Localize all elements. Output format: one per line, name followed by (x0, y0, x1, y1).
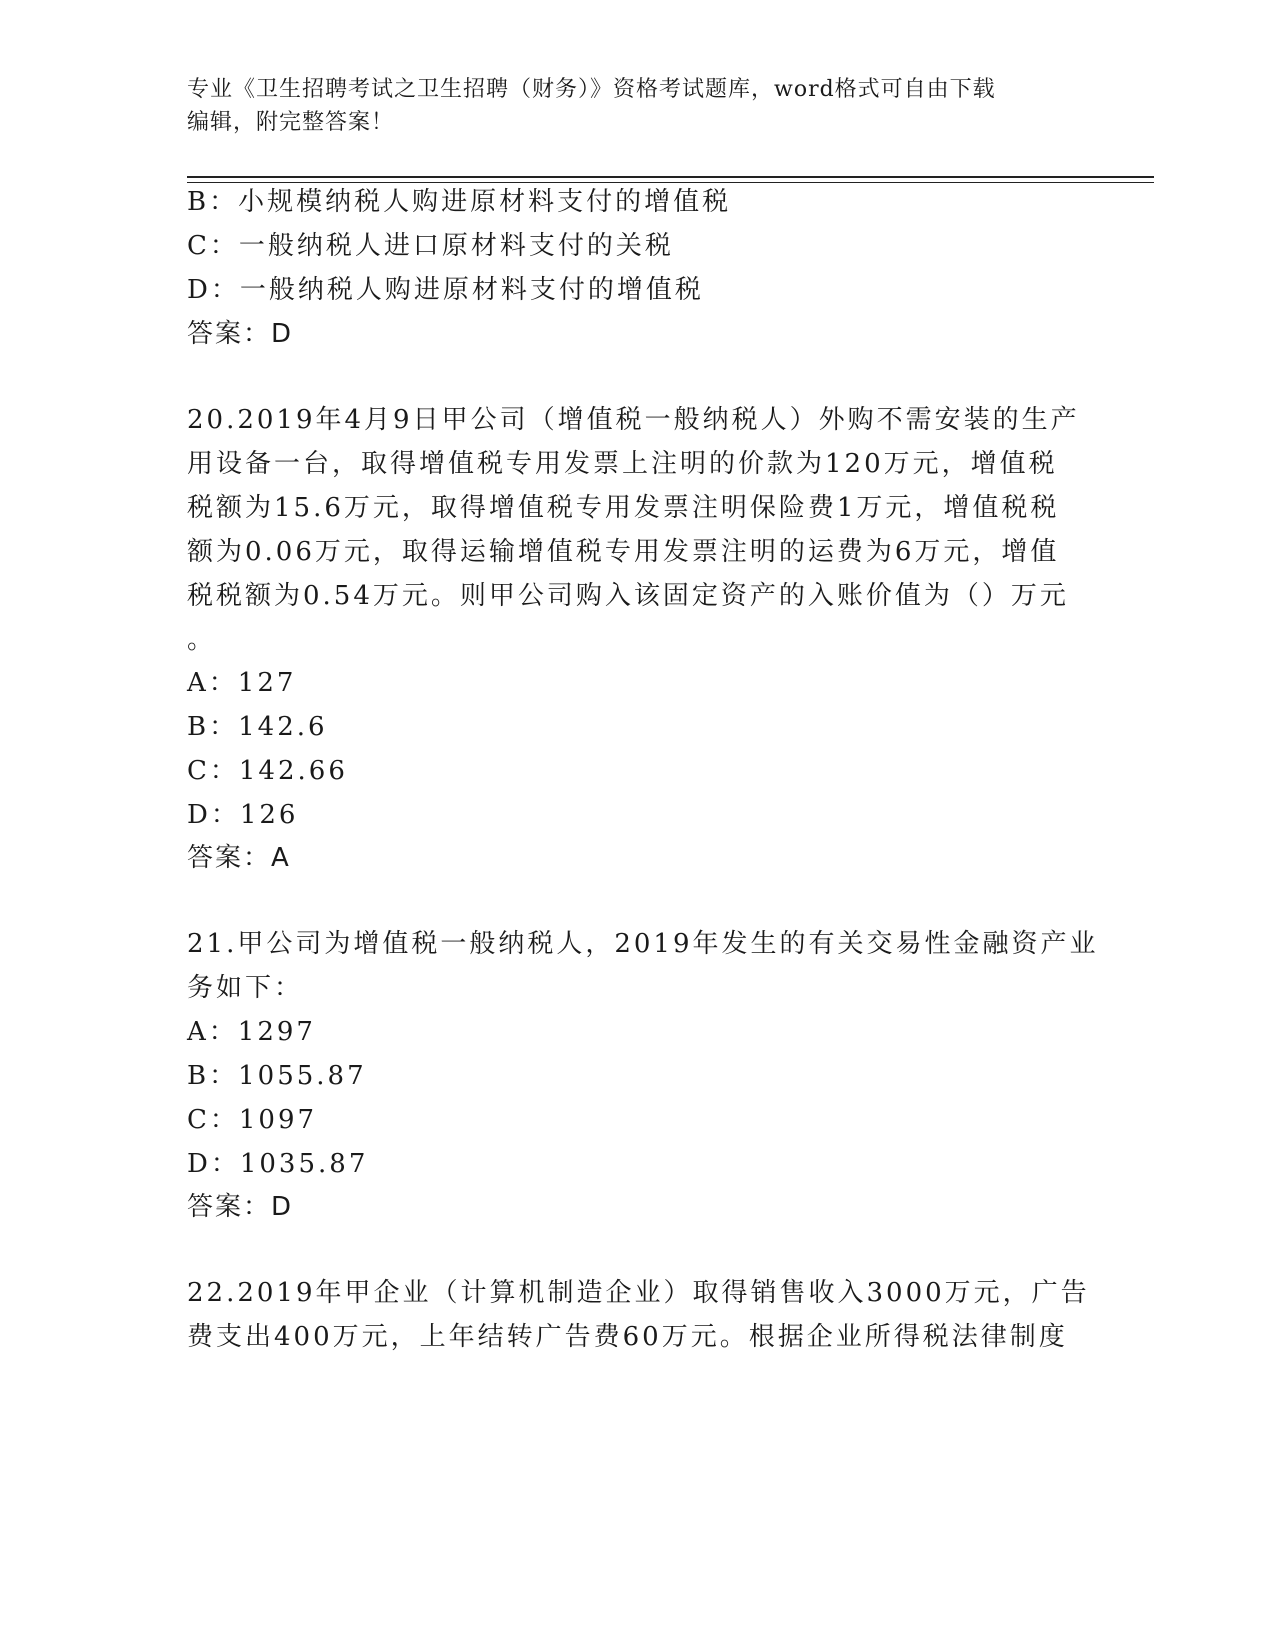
header-rule-thick (187, 176, 1154, 178)
header-line-1: 专业《卫生招聘考试之卫生招聘（财务）》资格考试题库，word格式可自由下载 (187, 77, 996, 102)
q21-option-d: D：1035.87 (187, 1149, 369, 1179)
q21-option-b: B：1055.87 (187, 1061, 367, 1091)
q20-stem-line-6: 。 (187, 625, 217, 655)
q19-answer: 答案：D (187, 319, 294, 349)
q20-option-c: C：142.66 (187, 756, 348, 786)
q20-stem-line-4: 额为0.06万元，取得运输增值税专用发票注明的运费为6万元，增值 (187, 537, 1060, 567)
q20-stem-line-2: 用设备一台，取得增值税专用发票上注明的价款为120万元，增值税 (187, 449, 1058, 479)
document-header (187, 73, 1067, 139)
q22-stem-line-2: 费支出400万元，上年结转广告费60万元。根据企业所得税法律制度 (187, 1322, 1068, 1352)
q20-stem-line-3: 税额为15.6万元，取得增值税专用发票注明保险费1万元，增值税税 (187, 493, 1060, 523)
q20-option-a: A：127 (187, 668, 297, 698)
q19-option-b: B：小规模纳税人购进原材料支付的增值税 (187, 187, 732, 217)
q19-option-c: C：一般纳税人进口原材料支付的关税 (187, 231, 674, 261)
header-rule-thin (187, 182, 1154, 183)
q21-stem-line-1: 21.甲公司为增值税一般纳税人，2019年发生的有关交易性金融资产业 (187, 929, 1099, 959)
q21-option-a: A：1297 (187, 1017, 316, 1047)
q20-option-d: D：126 (187, 800, 299, 830)
q21-answer: 答案：D (187, 1192, 294, 1222)
q20-answer: 答案：A (187, 843, 291, 873)
q21-stem-line-2: 务如下： (187, 973, 304, 1003)
q20-stem-line-5: 税税额为0.54万元。则甲公司购入该固定资产的入账价值为（）万元 (187, 581, 1069, 611)
q20-stem-line-1: 20.2019年4月9日甲公司（增值税一般纳税人）外购不需安装的生产 (187, 405, 1080, 435)
q21-option-c: C：1097 (187, 1105, 318, 1135)
header-line-2: 编辑，附完整答案！ (187, 110, 395, 135)
q20-option-b: B：142.6 (187, 712, 328, 742)
q19-option-d: D：一般纳税人购进原材料支付的增值税 (187, 275, 704, 305)
q22-stem-line-1: 22.2019年甲企业（计算机制造企业）取得销售收入3000万元，广告 (187, 1278, 1090, 1308)
